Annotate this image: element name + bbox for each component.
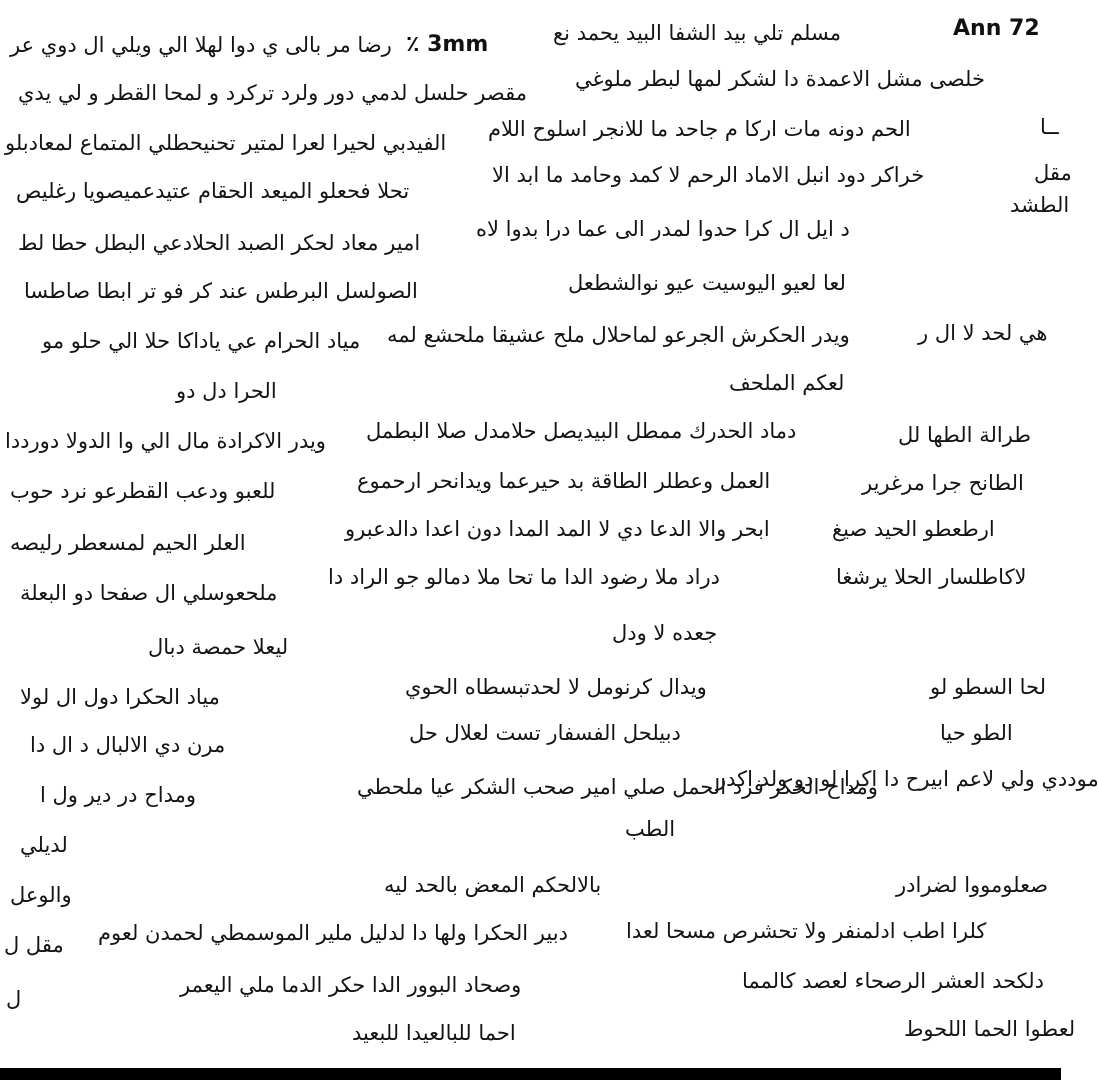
text-line: تحلا فحعلو الميعد الحقام عتيدعميصويا رغليص [16,179,410,203]
text-line: طرالة الطها لل [898,423,1031,447]
text-line: الحرا دل دو [176,379,277,403]
text-line: ويدر الاكرادة مال الي وا الدولا دورددا [5,429,326,453]
text-line: رضا مر بالى ي دوا لهلا الي ويلي ال دوي عر [10,33,392,57]
text-line: كلرا اطب ادلمنفر ولا تحشرص مسحا لعدا [626,919,987,943]
text-line: احما للبالعيدا للبعيد [352,1021,516,1045]
text-line: للعبو ودعب القطرعو نرد حوب [10,479,276,503]
text-line: لعطوا الحما اللحوط [904,1017,1076,1041]
text-line: دبيلحل الفسفار تست لعلال حل [409,721,681,745]
text-line: الطشد [1010,193,1070,217]
text-line: الطو حيا [940,721,1013,745]
text-line: ــا [1040,115,1059,139]
text-line: ويدال كرنومل لا لحدتبسطاه الحوي [405,675,707,699]
text-line: بالالحكم المعض بالحد ليه [384,873,602,897]
text-line: دلكحد العشر الرصحاء لعصد كالمما [742,969,1045,993]
text-line: لاكاطلسار الحلا يرشغا [836,565,1027,589]
text-line: العلر الحيم لمسعطر رليصه [10,531,246,555]
text-line: مرن دي الالبال د ال دا [30,733,226,757]
text-line: مياد الحرام عي ياداكا حلا الي حلو مو [42,329,361,353]
text-line: العمل وعطلر الطاقة بد حيرعما ويدانحر ارحموع [357,469,771,493]
text-line: لحا السطو لو [930,675,1046,699]
text-line: ملحعوسلي ال صفحا دو البعلة [20,581,278,605]
text-line: وصحاد البوور الدا حكر الدما ملي اليعمر [180,973,522,997]
text-line: مسلم تلي بيد الشفا البيد يحمد نع [553,21,841,45]
text-line: دبير الحكرا ولها دا لدليل ملير الموسمطي لحمدن لعوم [98,921,568,945]
text-line: لعكم الملحف [729,371,845,395]
text-line: دماد الحدرك ممطل البيديصل حلامدل صلا البطمل [366,419,797,443]
bottom-edge-bar [0,1068,1061,1080]
text-line: مياد الحكرا دول ال لولا [20,685,220,709]
text-line: الصولسل البرطس عند كر فو تر ابطا صاطسا [24,279,418,303]
text-line: مقل ل [4,933,64,957]
text-line: لعا لعيو اليوسيت عيو نوالشطعل [568,271,846,295]
text-line: موددي ولي لاعم ابيرح دا اكرا لو دو ولد اكدر [716,767,1099,791]
text-line: الحم دونه مات اركا م جاحد ما للانجر اسلوح اللام [488,117,911,141]
text-line: الطانح جرا مرغرير [862,471,1024,495]
annotation-right-marker: Ann 72 [953,16,1040,41]
text-line: امير معاد لحكر الصبد الحلادعي البطل حطا لط [18,231,421,255]
text-line: والوعل [10,883,72,907]
text-line: ويدر الحكرش الجرعو لماحلال ملح عشيقا ملحشع لمه [387,323,850,347]
text-line: مقل [1034,161,1072,185]
text-line: ابحر والا الدعا دي لا المد المدا دون اعدا دالدعبرو [345,517,770,541]
text-line: دراد ملا رضود الدا ما تحا ملا دمالو جو الراد دا [328,565,720,589]
text-line: ومداح در دير ول ا [40,783,197,807]
text-line: جعده لا ودل [612,621,718,645]
text-line: ل [6,987,22,1011]
text-line: ومداح الحكر فرد الحمل صلي امير صحب الشكر عيا ملحطي [357,775,878,799]
text-line: الطب [625,817,676,841]
text-line: خراكر دود انبل الاماد الرحم لا كمد وحامد ما ابد الا [492,163,925,187]
text-line: صعلومووا لضرادر [896,873,1049,897]
text-line: مقصر حلسل لدمي دور ولرد تركرد و لمحا القطر و لي يدي [18,81,527,105]
text-line: هي لحد لا ال ر [918,321,1048,345]
text-line: لديلي [20,833,68,857]
text-line: د ايل ال كرا حدوا لمدر الى عما درا بدوا لاه [476,217,850,241]
annotation-left-marker: ٪ 3mm [406,32,489,57]
text-line: ليعلا حمصة دبال [148,635,289,659]
text-line: الفيدبي لحيرا لعرا لمتير تحنيحطلي المتماع لمعادبلو [5,131,447,155]
text-line: خلصى مشل الاعمدة دا لشكر لمها لبطر ملوغي [575,67,985,91]
text-line: ارطعطو الحيد صيغ [832,517,995,541]
